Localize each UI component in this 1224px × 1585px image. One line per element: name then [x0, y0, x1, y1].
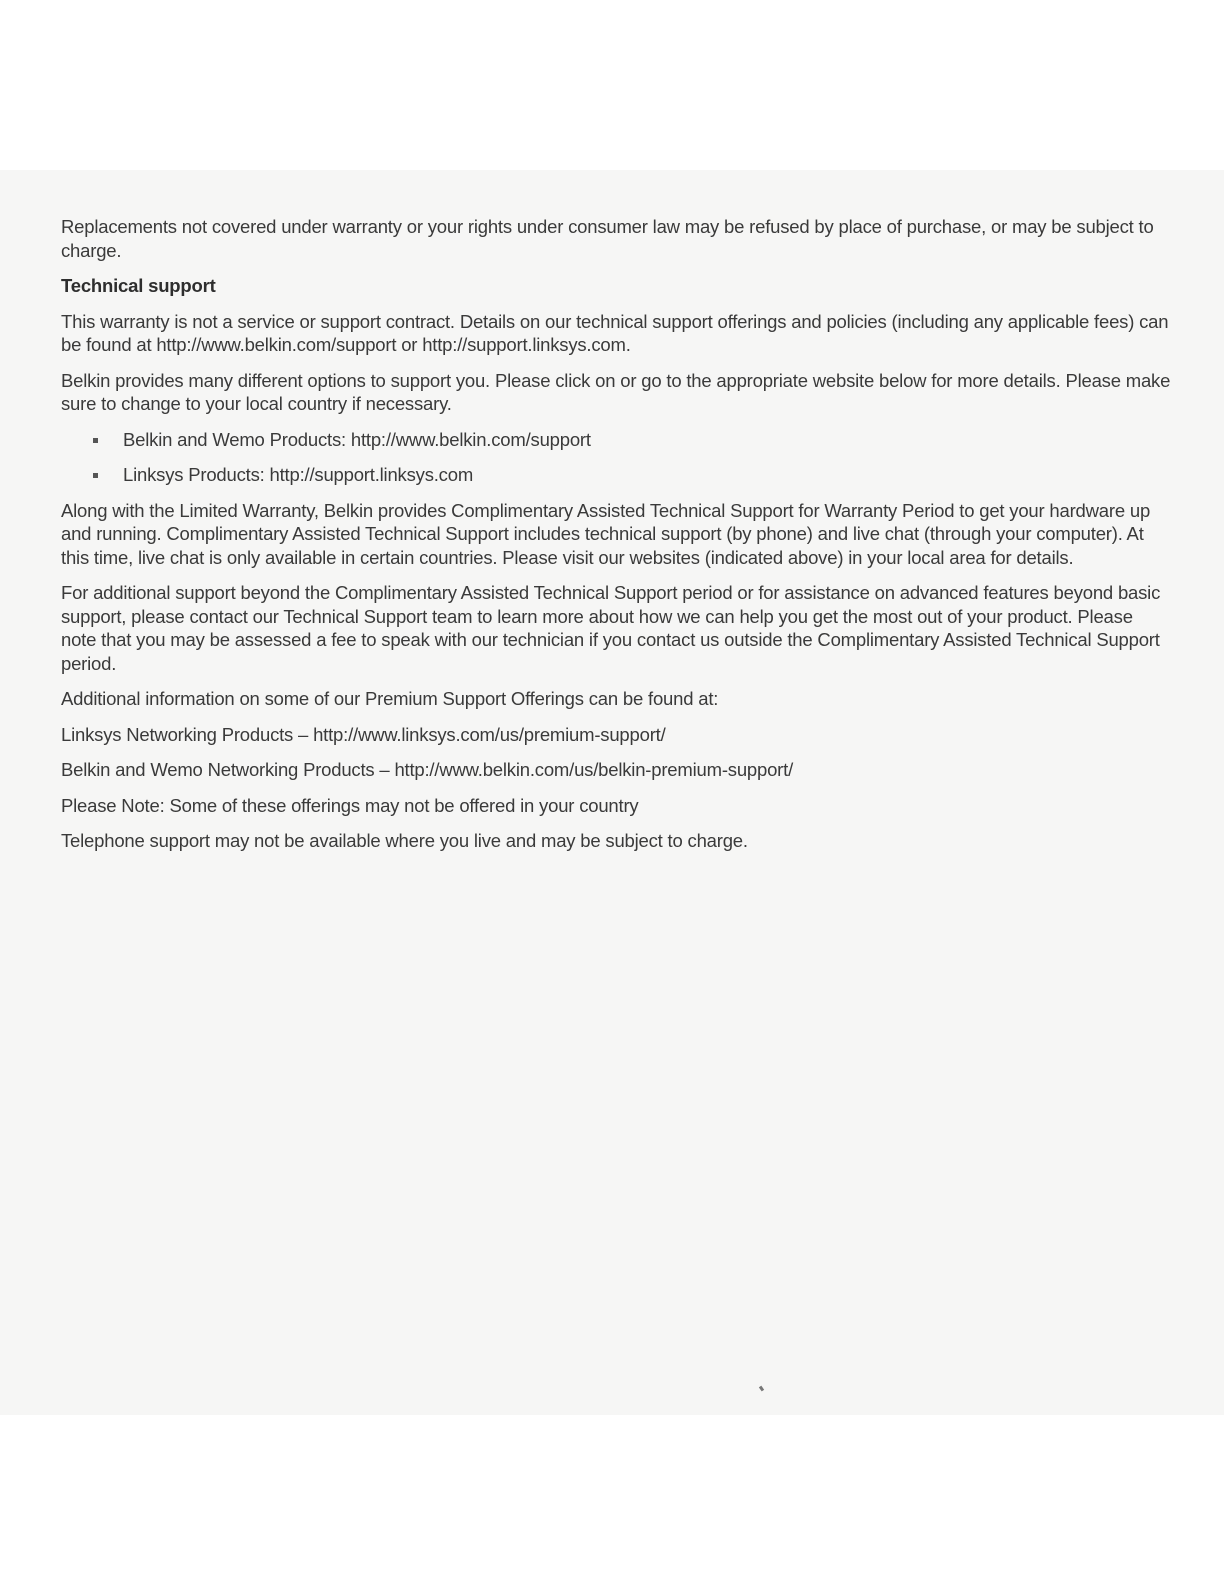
- list-item-text: Belkin and Wemo Products: http://www.belkin.com/support: [123, 428, 591, 450]
- bullet-icon: [93, 473, 98, 478]
- telephone-support-line: Telephone support may not be available where you live and may be subject to charge.: [61, 830, 748, 851]
- list-item: [61, 428, 1171, 452]
- list-item-text: Linksys Products: http://support.linksys.com: [123, 464, 474, 485]
- belkin-premium-line: Belkin and Wemo Networking Products – http://www.belkin.com/us/belkin-premium-support/: [61, 759, 794, 780]
- additional-support-paragraph: For additional support beyond the Complimentary Assisted Technical Support period or for assistance on advanced features beyond basic support, please contact our Technical Support team to learn more about how we can help you get the most out of your product. Please note that you may be assessed a fee to speak with our technician if you contact us outside the Complimentary Assisted Technical Support period.: [61, 582, 1161, 674]
- bullet-icon: [93, 438, 98, 443]
- linksys-premium-line: Linksys Networking Products – http://www.linksys.com/us/premium-support/: [61, 723, 666, 745]
- list-item: [61, 463, 1171, 487]
- section-heading: Technical support: [61, 275, 216, 296]
- premium-info-paragraph: Additional information on some of our Premium Support Offerings can be found at:: [61, 688, 719, 709]
- warranty-paragraph: This warranty is not a service or support contract. Details on our technical support offerings and policies (including any applicable fees) can be found at http://www.belkin.com/support or http://support.linksys.com.: [61, 310, 1169, 355]
- complimentary-support-paragraph: Along with the Limited Warranty, Belkin provides Complimentary Assisted Technical Support for Warranty Period to get your hardware up and running. Complimentary Assisted Technical Support includes technical support (by phone) and live chat (through your computer). At this time, live chat is only available in certain countries. Please visit our websites (indicated above) in your local area for details.: [61, 499, 1151, 568]
- intro-paragraph: Replacements not covered under warranty or your rights under consumer law may be refused by place of purchase, or may be subject to charge.: [61, 216, 1154, 261]
- note-line: Please Note: Some of these offerings may not be offered in your country: [61, 794, 639, 816]
- document-body: [61, 215, 1171, 865]
- support-links-list: [61, 428, 1171, 487]
- options-paragraph: Belkin provides many different options to support you. Please click on or go to the appropriate website below for more details. Please make sure to change to your local country if necessary.: [61, 369, 1171, 414]
